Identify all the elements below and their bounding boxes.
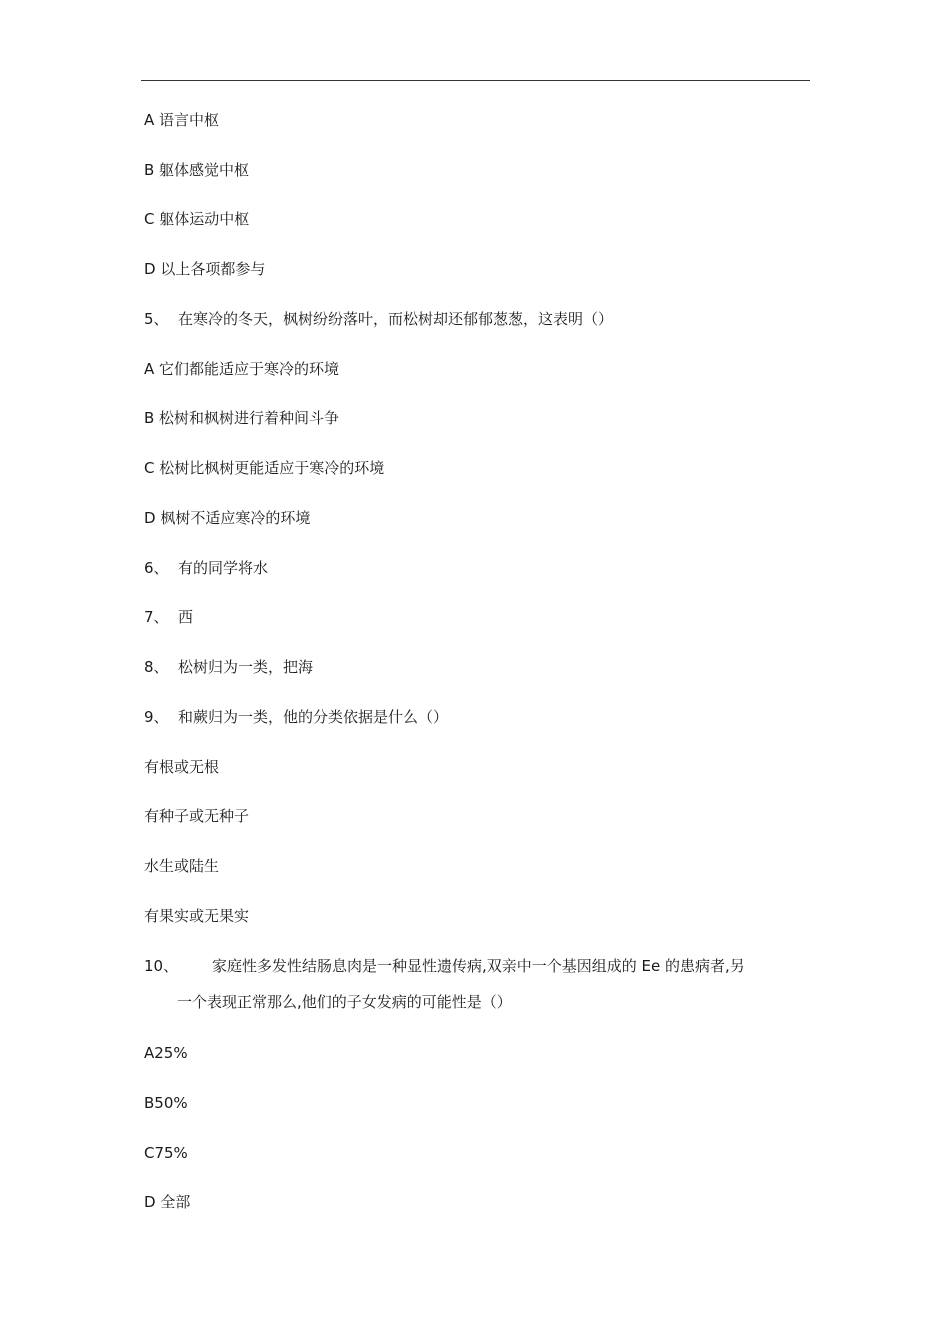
question-text: 和蕨归为一类，他的分类依据是什么（） (178, 708, 449, 726)
question-number: 10、 (144, 957, 179, 975)
question-line (144, 309, 613, 329)
option-line: B 松树和枫树进行着种间斗争 (144, 409, 340, 427)
question-10 (144, 948, 810, 1020)
option-line: 水生或陆生 (144, 857, 220, 875)
option-line: A25% (144, 1044, 188, 1062)
question-line (144, 707, 448, 727)
question-number: 5、 (144, 310, 169, 328)
question-line (144, 657, 313, 677)
question-text: 在寒冷的冬天，枫树纷纷落叶，而松树却还郁郁葱葱，这表明（） (178, 310, 614, 328)
option-line: 有种子或无种子 (144, 807, 250, 825)
option-line: A 语言中枢 (144, 111, 220, 129)
question-number: 9、 (144, 708, 169, 726)
question-text: 家庭性多发性结肠息肉是一种显性遗传病,双亲中一个基因组成的 Ee 的患病者,另 (212, 957, 745, 975)
option-line: D 以上各项都参与 (144, 260, 266, 278)
question-10-line1 (144, 948, 810, 984)
option-line: A 它们都能适应于寒冷的环境 (144, 360, 340, 378)
question-10-line2: 一个表现正常那么,他们的子女发病的可能性是（） (177, 993, 512, 1011)
option-line: C 松树比枫树更能适应于寒冷的环境 (144, 459, 385, 477)
question-line (144, 558, 268, 578)
question-number: 7、 (144, 608, 169, 626)
question-text: 西 (178, 608, 194, 626)
option-line: B 躯体感觉中枢 (144, 161, 250, 179)
question-line (144, 607, 193, 627)
option-line: B50% (144, 1094, 188, 1112)
question-text: 松树归为一类，把海 (178, 658, 314, 676)
option-line: D 全部 (144, 1193, 191, 1211)
option-line: C75% (144, 1144, 188, 1162)
option-line: 有根或无根 (144, 758, 220, 776)
option-line: 有果实或无果实 (144, 907, 250, 925)
option-line: C 躯体运动中枢 (144, 210, 250, 228)
question-number: 8、 (144, 658, 169, 676)
question-number: 6、 (144, 559, 169, 577)
header-rule (141, 80, 810, 81)
question-text: 有的同学将水 (178, 559, 269, 577)
option-line: D 枫树不适应寒冷的环境 (144, 509, 311, 527)
